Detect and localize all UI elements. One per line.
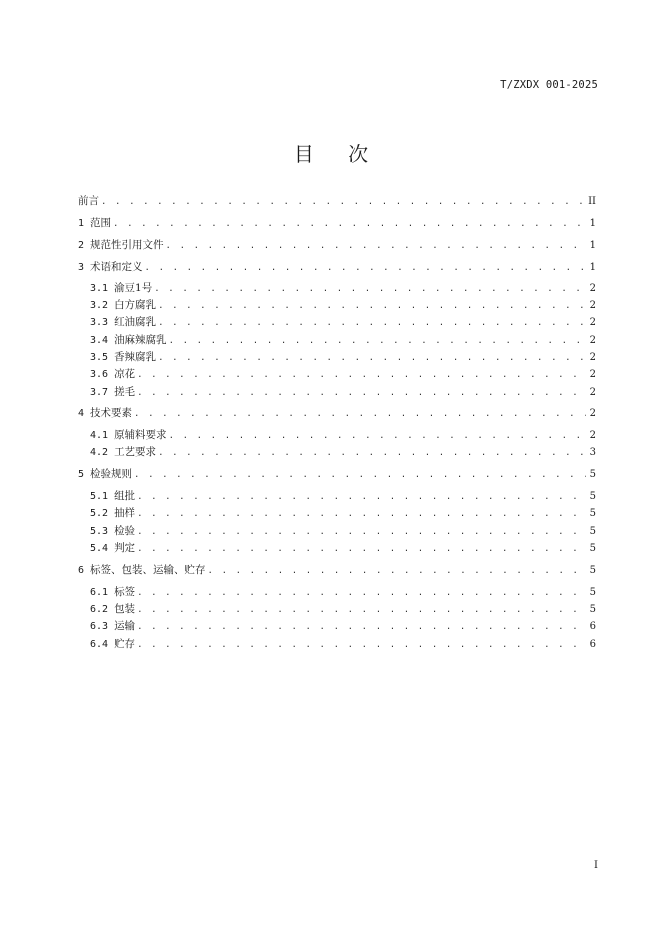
toc-entry-text: 运输 (114, 620, 136, 632)
toc-entry-number: 3.2 (90, 300, 109, 311)
toc-entry[interactable] (78, 238, 596, 253)
toc-entry-number: 6.2 (90, 604, 109, 615)
page-number: I (594, 860, 598, 871)
toc-entry-page: 2 (589, 369, 596, 380)
toc-leader-dots (137, 620, 586, 635)
toc-entry[interactable] (90, 350, 596, 365)
toc-entry-number: 5.1 (90, 491, 109, 502)
toc-leader-dots (137, 603, 586, 618)
toc-entry[interactable] (90, 602, 596, 617)
toc-entry-page: 2 (589, 387, 596, 398)
toc-entry-label (90, 281, 154, 296)
toc-entry[interactable] (78, 406, 596, 421)
toc-entry-page: 2 (589, 352, 596, 363)
toc-entry-text: 凉花 (114, 368, 136, 380)
toc-entry-page: 5 (589, 604, 596, 615)
toc-leader-dots (137, 542, 586, 557)
toc-leader-dots (158, 351, 586, 366)
toc-entry-label (78, 563, 208, 578)
toc-entry-number: 5 (78, 469, 85, 480)
toc-leader-dots (134, 468, 586, 483)
toc-entry-label (78, 260, 145, 275)
toc-entry-number: 6.3 (90, 621, 109, 632)
toc-entry-number: 5.3 (90, 526, 109, 537)
toc-entry[interactable] (78, 216, 596, 231)
toc-entry-label (90, 637, 137, 652)
toc-leader-dots (166, 239, 586, 254)
toc-leader-dots (169, 334, 586, 349)
toc-entry-number: 3.4 (90, 335, 109, 346)
toc-entry-number: 4 (78, 408, 85, 419)
toc-entry-text: 标签 (114, 586, 136, 598)
toc-entry[interactable] (78, 467, 596, 482)
toc-entry-label (90, 541, 137, 556)
toc-entry-text: 搓毛 (114, 386, 136, 398)
toc-leader-dots (137, 507, 586, 522)
toc-entry-label (78, 216, 113, 231)
toc-entry[interactable] (90, 524, 596, 539)
toc-entry-label (90, 315, 158, 330)
toc-entry-label (78, 467, 134, 482)
toc-entry-page: 2 (589, 335, 596, 346)
toc-entry-label (90, 385, 137, 400)
toc-entry-label (90, 602, 137, 617)
toc-entry-number: 6 (78, 565, 85, 576)
toc-entry-text: 贮存 (114, 638, 136, 650)
toc-entry-page: 2 (589, 408, 596, 419)
toc-entry-label (90, 619, 137, 634)
toc-entry-text: 油麻辣腐乳 (114, 334, 167, 346)
toc-entry-page: 1 (589, 240, 596, 251)
toc-entry[interactable] (78, 563, 596, 578)
toc-entry-number: 3 (78, 262, 85, 273)
toc-entry-text: 判定 (114, 542, 136, 554)
toc-entry-number: 5.4 (90, 543, 109, 554)
toc-entry[interactable] (90, 298, 596, 313)
toc-entry-text: 检验规则 (90, 468, 133, 480)
toc-entry[interactable] (90, 333, 596, 348)
toc-entry-text: 抽样 (114, 507, 136, 519)
toc-entry-number: 4.2 (90, 447, 109, 458)
toc-leader-dots (134, 407, 586, 422)
toc-entry[interactable] (90, 489, 596, 504)
toc-entry-label (90, 333, 169, 348)
toc-entry-label (78, 194, 101, 209)
toc-entry-text: 术语和定义 (90, 261, 143, 273)
toc-leader-dots (154, 282, 585, 297)
toc-entry-number: 2 (78, 240, 85, 251)
toc-entry-text: 原辅料要求 (114, 429, 167, 441)
toc-entry[interactable] (78, 194, 596, 209)
toc-entry-text: 检验 (114, 525, 136, 537)
toc-entry-text: 组批 (114, 490, 136, 502)
toc-entry-number: 6.4 (90, 639, 109, 650)
toc-entry-page: 2 (589, 300, 596, 311)
toc-leader-dots (169, 429, 586, 444)
toc-entry-number: 3.6 (90, 369, 109, 380)
toc-entry-label (90, 367, 137, 382)
toc-entry-label (90, 445, 158, 460)
toc-entry-label (78, 238, 166, 253)
toc-leader-dots (137, 638, 586, 653)
toc-entry-text: 香辣腐乳 (114, 351, 157, 363)
toc-leader-dots (137, 586, 586, 601)
toc-entry-number: 3.5 (90, 352, 109, 363)
toc-leader-dots (137, 368, 586, 383)
toc-entry-number: 3.7 (90, 387, 109, 398)
toc-leader-dots (137, 525, 586, 540)
toc-entry[interactable] (90, 637, 596, 652)
toc-entry-text: 标签、包装、运输、贮存 (90, 564, 206, 576)
toc-leader-dots (137, 490, 586, 505)
toc-leader-dots (158, 299, 586, 314)
toc-entry[interactable] (90, 445, 596, 460)
toc-entry-label (90, 350, 158, 365)
toc-leader-dots (137, 386, 586, 401)
toc-entry-number: 5.2 (90, 508, 109, 519)
toc-entry-label (90, 585, 137, 600)
toc-entry-page: 5 (589, 526, 596, 537)
toc-leader-dots (113, 217, 586, 232)
toc-entry-number: 3.1 (90, 283, 109, 294)
toc-leader-dots (208, 564, 586, 579)
toc-entry-page: 1 (589, 262, 596, 273)
toc-entry-label (90, 428, 169, 443)
toc-entry-text: 前言 (78, 195, 99, 207)
toc-entry[interactable] (90, 619, 596, 634)
toc-entry[interactable] (90, 428, 596, 443)
toc-entry-page: 1 (589, 218, 596, 229)
toc-entry-label (90, 506, 137, 521)
toc-title: 目 次 (293, 142, 383, 166)
toc-entry-text: 技术要素 (90, 407, 133, 419)
toc-entry-number: 4.1 (90, 430, 109, 441)
toc-entry-text: 渝豆1号 (114, 282, 153, 294)
toc-entry-page: 5 (589, 587, 596, 598)
toc-entry-text: 红油腐乳 (114, 316, 157, 328)
toc-entry-page: 5 (589, 508, 596, 519)
toc-leader-dots (101, 195, 584, 210)
toc-entry-page: 5 (589, 491, 596, 502)
toc-entry[interactable] (90, 385, 596, 400)
toc-entry-number: 1 (78, 218, 85, 229)
toc-entry-number: 3.3 (90, 317, 109, 328)
toc-entry[interactable] (90, 506, 596, 521)
toc-entry-page: 5 (589, 543, 596, 554)
toc-entry-text: 白方腐乳 (114, 299, 157, 311)
toc-entry-text: 规范性引用文件 (90, 239, 164, 251)
toc-entry-text: 工艺要求 (114, 446, 157, 458)
toc-leader-dots (145, 261, 586, 276)
toc-entry-page: 5 (589, 565, 596, 576)
toc-entry-page: 5 (589, 469, 596, 480)
toc-entry-page: 6 (589, 639, 596, 650)
toc-entry[interactable] (90, 585, 596, 600)
toc-entry[interactable] (78, 260, 596, 275)
toc-entry-label (90, 524, 137, 539)
toc-entry-page: 2 (589, 283, 596, 294)
toc-entry-page: 2 (589, 430, 596, 441)
toc-entry-label (78, 406, 134, 421)
toc-entry-text: 范围 (90, 217, 112, 229)
toc-leader-dots (158, 446, 586, 461)
toc-entry[interactable] (90, 541, 596, 556)
toc-entry[interactable] (90, 315, 596, 330)
toc-entry[interactable] (90, 281, 596, 296)
toc-entry-label (90, 489, 137, 504)
toc-leader-dots (158, 316, 586, 331)
standard-code: T/ZXDX 001-2025 (500, 79, 598, 91)
toc-entry-number: 6.1 (90, 587, 109, 598)
toc-entry-label (90, 298, 158, 313)
toc-entry-page: 6 (589, 621, 596, 632)
toc-entry-page: II (588, 196, 596, 207)
toc-entry-page: 2 (589, 317, 596, 328)
toc-entry-page: 3 (589, 447, 596, 458)
toc-entry[interactable] (90, 367, 596, 382)
toc-entry-text: 包装 (114, 603, 136, 615)
